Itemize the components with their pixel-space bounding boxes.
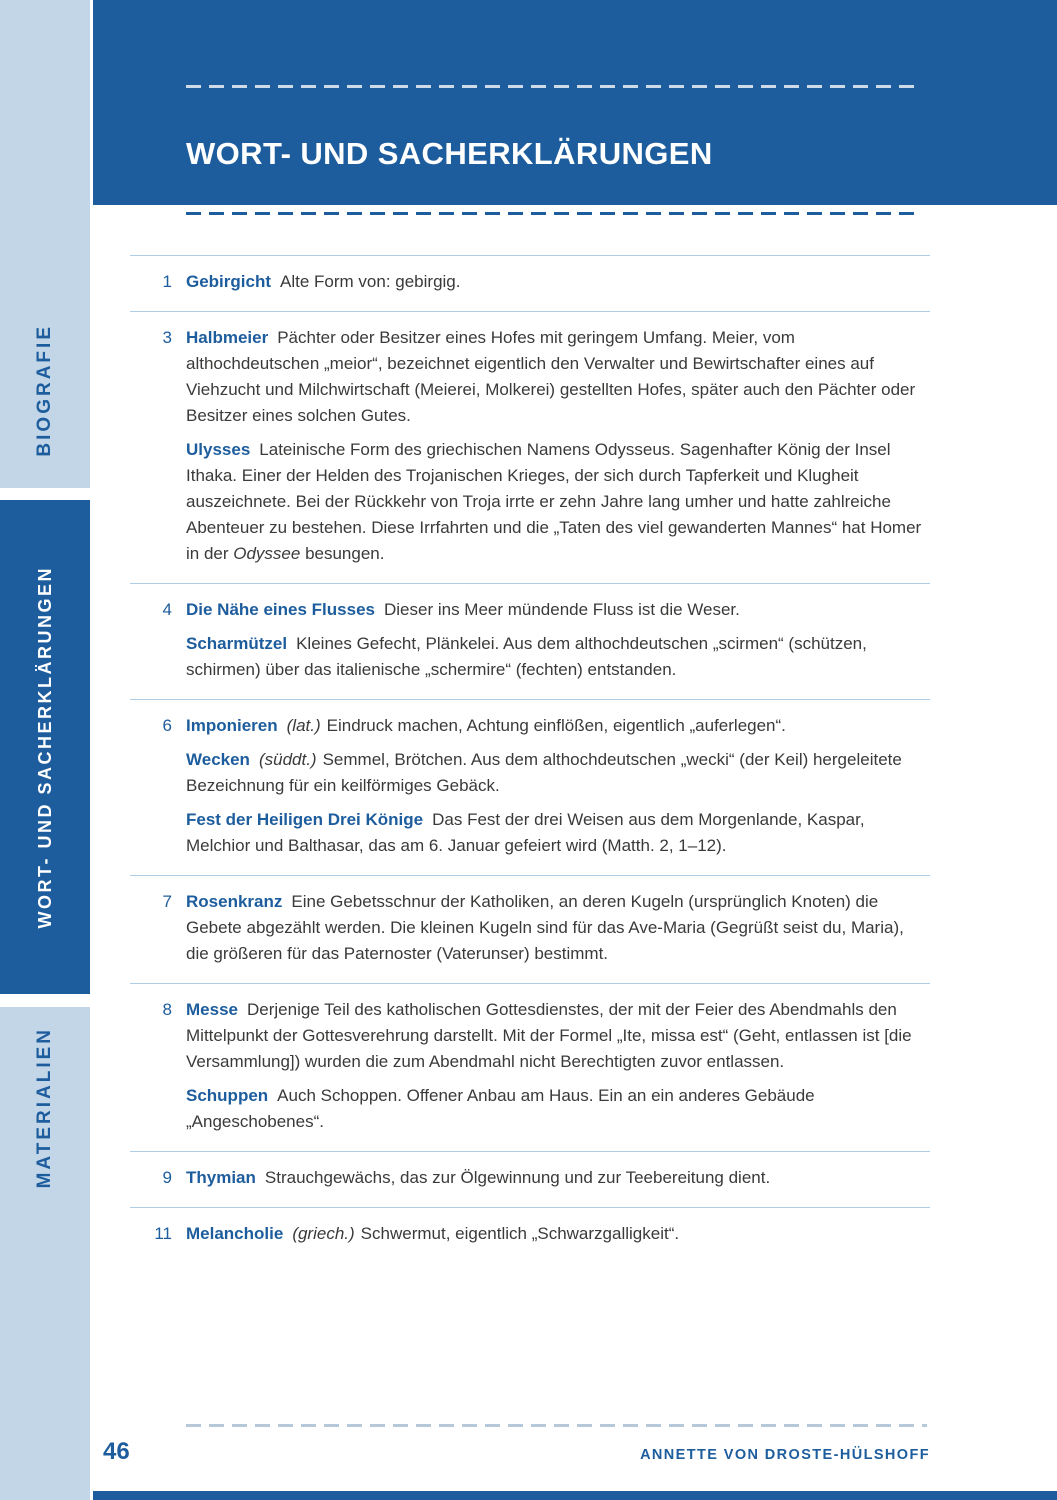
page-header-band [93, 0, 1057, 205]
glossary-language-note: (griech.) [292, 1224, 355, 1243]
footer-author: ANNETTE VON DROSTE-HÜLSHOFF [640, 1447, 930, 1463]
glossary-item [186, 631, 930, 683]
glossary-item [186, 889, 930, 967]
glossary-definition-text: Kleines Gefecht, Plänkelei. Aus dem althochdeutschen „scirmen“ (schützen, schirmen) über das italienische „schermire“ (fechten) entstanden. [186, 634, 867, 679]
glossary-term: Rosenkranz [186, 892, 283, 911]
glossary-term: Schuppen [186, 1086, 269, 1105]
glossary-term: Melancholie [186, 1224, 284, 1243]
main-content [93, 0, 1057, 1500]
entry-number: 1 [162, 272, 172, 291]
glossary-entry [130, 1207, 930, 1263]
page-footer [93, 1424, 1057, 1466]
glossary-definition-text: Auch Schoppen. Offener Anbau am Haus. Ein an ein anderes Gebäude „Angeschobenes“. [186, 1086, 815, 1131]
glossary-term: Thymian [186, 1168, 256, 1187]
glossary-item [186, 269, 930, 295]
entry-items [186, 713, 930, 859]
glossary-definition-text: Alte Form von: gebirgig. [280, 272, 461, 291]
entry-number: 7 [162, 892, 172, 911]
glossary-entry [130, 255, 930, 311]
glossary-entry [130, 583, 930, 699]
glossary-term: Ulysses [186, 440, 251, 459]
glossary-definition-text: Schwermut, eigentlich „Schwarzgalligkeit“. [360, 1224, 680, 1243]
glossary-definition-text: Derjenige Teil des katholischen Gottesdienstes, der mit der Feier des Abendmahls den Mittelpunkt der Gottesverehrung darstellt. Mit der Formel „Ite, missa est“ (Geht, entlassen ist [die Versammlung]) wurden die zum Abendmahl nicht Berechtigten zuvor entlassen. [186, 1000, 912, 1071]
glossary-term: Messe [186, 1000, 238, 1019]
page-number: 46 [103, 1438, 130, 1465]
glossary-term: Fest der Heiligen Drei Könige [186, 810, 424, 829]
glossary-item [186, 437, 930, 567]
entry-number: 3 [162, 328, 172, 347]
glossary-term: Imponieren [186, 716, 278, 735]
glossary-language-note: (lat.) [286, 716, 321, 735]
glossary-entry [130, 983, 930, 1151]
entry-items [186, 325, 930, 567]
glossary-item [186, 1165, 930, 1191]
glossary-definition-text: Lateinische Form des griechischen Namens Odysseus. Sagenhafter König der Insel Ithaka. Einer der Helden des Trojanischen Krieges, der sich durch Tapferkeit und Klugheit auszeichnete. Bei der Rückkehr von Troja irrte er zehn Jahre lang umher und hatte zahlreiche Abenteuer zu bestehen. Diese Irrfahrten und die „Taten des viel gewanderten Mannes“ hat Homer in der Odyssee besungen. [186, 440, 922, 563]
glossary-term: Wecken [186, 750, 250, 769]
glossary-item [186, 997, 930, 1075]
entry-items [186, 1221, 930, 1247]
glossary-entry [130, 1151, 930, 1207]
glossary-entry [130, 311, 930, 583]
sidebar-item-biografie [0, 295, 90, 485]
glossary-term: Die Nähe eines Flusses [186, 600, 375, 619]
glossary-item [186, 713, 930, 739]
glossary-item [186, 1083, 930, 1135]
footer-row [93, 1427, 1057, 1466]
glossary-language-note: (süddt.) [258, 750, 317, 769]
entry-number: 4 [162, 600, 172, 619]
sidebar-item-label: WORT- UND SACHERKLÄRUNGEN [34, 565, 55, 929]
header-dashed-line-bottom [186, 212, 920, 215]
entry-items [186, 889, 930, 967]
sidebar [0, 0, 90, 1500]
glossary-term: Halbmeier [186, 328, 269, 347]
glossary-definition-text: Dieser ins Meer mündende Fluss ist die Weser. [383, 600, 740, 619]
glossary-definition-text: Pächter oder Besitzer eines Hofes mit geringem Umfang. Meier, vom althochdeutschen „meior“, bezeichnet eigentlich den Verwalter und Bewirtschafter eines auf Viehzucht und Milchwirtschaft (Meierei, Molkerei) gestellten Hofes, später auch den Pächter oder Besitzer eines solchen Gutes. [186, 328, 916, 425]
glossary-item [186, 597, 930, 623]
glossary-item [186, 807, 930, 859]
page-title: WORT- UND SACHERKLÄRUNGEN [186, 136, 713, 171]
sidebar-item-label: MATERIALIEN [34, 1026, 55, 1189]
entry-number: 9 [162, 1168, 172, 1187]
glossary-definition-text: Semmel, Brötchen. Aus dem althochdeutschen „wecki“ (der Keil) hergeleitete Bezeichnung für ein keilförmiges Gebäck. [186, 750, 902, 795]
bottom-color-bar [93, 1491, 1057, 1500]
entry-items [186, 1165, 930, 1191]
entry-number: 11 [154, 1224, 172, 1243]
sidebar-item-label: BIOGRAFIE [34, 323, 55, 457]
glossary-definition-text: Das Fest der drei Weisen aus dem Morgenlande, Kaspar, Melchior und Balthasar, das am 6. Januar gefeiert wird (Matth. 2, 1–12). [186, 810, 865, 855]
entry-items [186, 269, 930, 295]
entry-items [186, 597, 930, 683]
glossary-definition-text: Eindruck machen, Achtung einflößen, eigentlich „auferlegen“. [326, 716, 786, 735]
glossary-item [186, 747, 930, 799]
sidebar-item-materialien [0, 1005, 90, 1210]
glossary-item [186, 325, 930, 429]
entry-items [186, 997, 930, 1135]
glossary-definition-text: Strauchgewächs, das zur Ölgewinnung und zur Teebereitung dient. [264, 1168, 771, 1187]
sidebar-divider [0, 488, 90, 500]
glossary-entry [130, 699, 930, 875]
glossary-entries-list [130, 255, 930, 1263]
entry-number: 8 [162, 1000, 172, 1019]
header-dashed-line-top [186, 85, 920, 88]
glossary-definition-text: Eine Gebetsschnur der Katholiken, an deren Kugeln (ursprünglich Knoten) die Gebete abgezählt werden. Die kleinen Kugeln sind für das Ave-Maria (Gegrüßt seist du, Maria), die größeren für das Paternoster (Vaterunser) bestimmt. [186, 892, 904, 963]
sidebar-item-wort-und-sacherklaerungen [0, 500, 90, 994]
glossary-entry [130, 875, 930, 983]
glossary-term: Scharmützel [186, 634, 288, 653]
entry-number: 6 [162, 716, 172, 735]
glossary-term: Gebirgicht [186, 272, 272, 291]
glossary-item [186, 1221, 930, 1247]
